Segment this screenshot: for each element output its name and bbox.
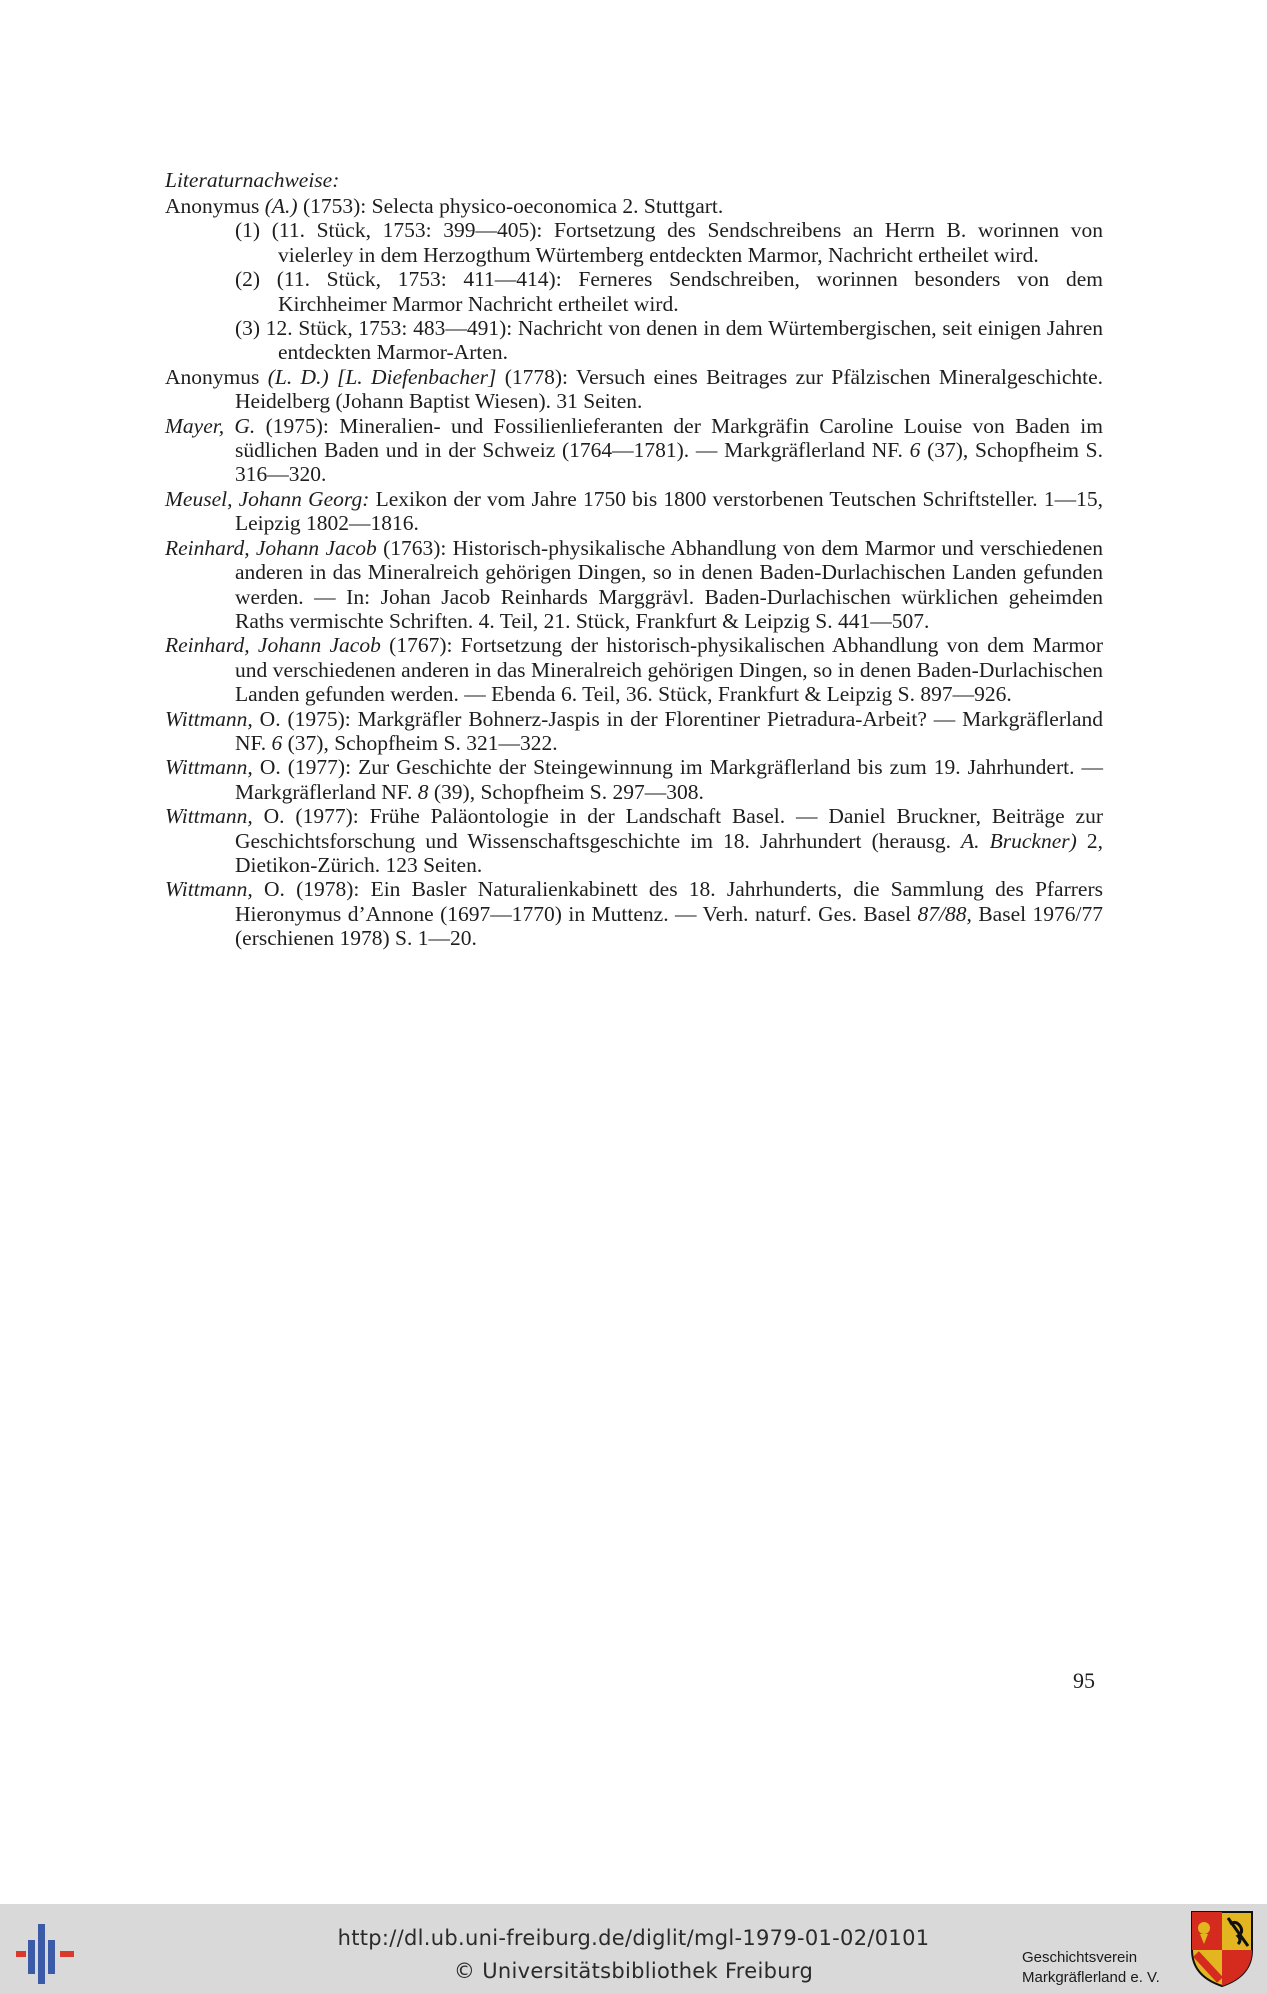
society-name [1022,1948,1160,1988]
coat-of-arms-icon [1190,1910,1254,1988]
footer-bar [0,1904,1267,1994]
bibliography-subentry: (3) 12. Stück, 1753: 483—491): Nachricht von denen in dem Würtembergischen, seit einigen Jahren entdeckten Marmor-Arten. [235,316,1103,365]
page-number: 95 [1073,1668,1095,1693]
bibliography-entry: Wittmann, O. (1975): Markgräfler Bohnerz-Jaspis in der Florentiner Pietradura-Arbeit? — Markgräflerland NF. 6 (37), Schopfheim S. 321—322. [165,706,1103,755]
bibliography-entry: Reinhard, Johann Jacob (1767): Fortsetzung der historisch-physikalischen Abhandlung von dem Marmor und verschiedenen anderen in das Mineralreich gehörigen Dingen, so in denen Baden-Durlachischen Landen gefunden werden. — Ebenda 6. Teil, 36. Stück, Frankfurt & Leipzig S. 897—926. [165,633,1103,707]
bibliography-subentry: (1) (11. Stück, 1753: 399—405): Fortsetzung des Sendschreibens an Herrn B. worinnen von vielerley in dem Herzogthum Würtemberg entdeckten Marmor, Nachricht ertheilet wird. [235,218,1103,267]
bibliography-subentry: (2) (11. Stück, 1753: 411—414): Ferneres Sendschreiben, worinnen besonders von dem Kirchheimer Marmor Nachricht ertheilet wird. [235,267,1103,316]
bibliography-entry: Wittmann, O. (1977): Frühe Paläontologie in der Landschaft Basel. — Daniel Bruckner, Beiträge zur Geschichtsforschung und Wissenschaftsgeschichte im 18. Jahrhundert (herausg. A. Bruckner) 2, Dietikon-Zürich. 123 Seiten. [165,804,1103,877]
bibliography-entry: Wittmann, O. (1978): Ein Basler Naturalienkabinett des 18. Jahrhunderts, die Sammlung des Pfarrers Hieronymus d’Annone (1697—1770) in Muttenz. — Verh. naturf. Ges. Basel 87/88, Basel 1976/77 (erschienen 1978) S. 1—20. [165,877,1103,951]
bibliography-entry: Wittmann, O. (1977): Zur Geschichte der Steingewinnung im Markgräflerland bis zum 19. Jahrhundert. — Markgräflerland NF. 8 (39), Schopfheim S. 297—308. [165,755,1103,804]
bibliography-entry: Reinhard, Johann Jacob (1763): Historisch-physikalische Abhandlung von dem Marmor und verschiedenen anderen in das Mineralreich gehörigen Dingen, so in denen Baden-Durlachischen Landen gefunden werden. — In: Johan Jacob Reinhards Marggrävl. Baden-Durlachischen würklichen geheimden Raths vermischte Schriften. 4. Teil, 21. Stück, Frankfurt & Leipzig S. 441—507. [165,535,1103,633]
bibliography-entry: Mayer, G. (1975): Mineralien- und Fossilienlieferanten der Markgräfin Caroline Louise von Baden im südlichen Baden und in der Schweiz (1764—1781). — Markgräflerland NF. 6 (37), Schopfheim S. 316—320. [165,413,1103,487]
bibliography-entry: Anonymus (L. D.) [L. Diefenbacher] (1778): Versuch eines Beitrages zur Pfälzischen Mineralgeschichte. Heidelberg (Johann Baptist Wiesen). 31 Seiten. [165,364,1104,414]
bibliography-entry: Meusel, Johann Georg: Lexikon der vom Jahre 1750 bis 1800 verstorbenen Teutschen Schriftsteller. 1—15, Leipzig 1802—1816. [165,486,1103,536]
bibliography-entry: Anonymus (A.) (1753): Selecta physico-oeconomica 2. Stuttgart. [165,194,724,218]
society-name-line1: Geschichtsverein [1022,1949,1138,1966]
footer-copyright: © Universitätsbibliothek Freiburg [453,1959,814,1983]
society-name-line2: Markgräflerland e. V. [1022,1969,1160,1986]
footer-url-link[interactable]: http://dl.ub.uni-freiburg.de/diglit/mgl-1979-01-02/0101 [337,1926,930,1950]
bibliography [165,168,1103,951]
bibliography-heading: Literaturnachweise: [165,168,340,192]
